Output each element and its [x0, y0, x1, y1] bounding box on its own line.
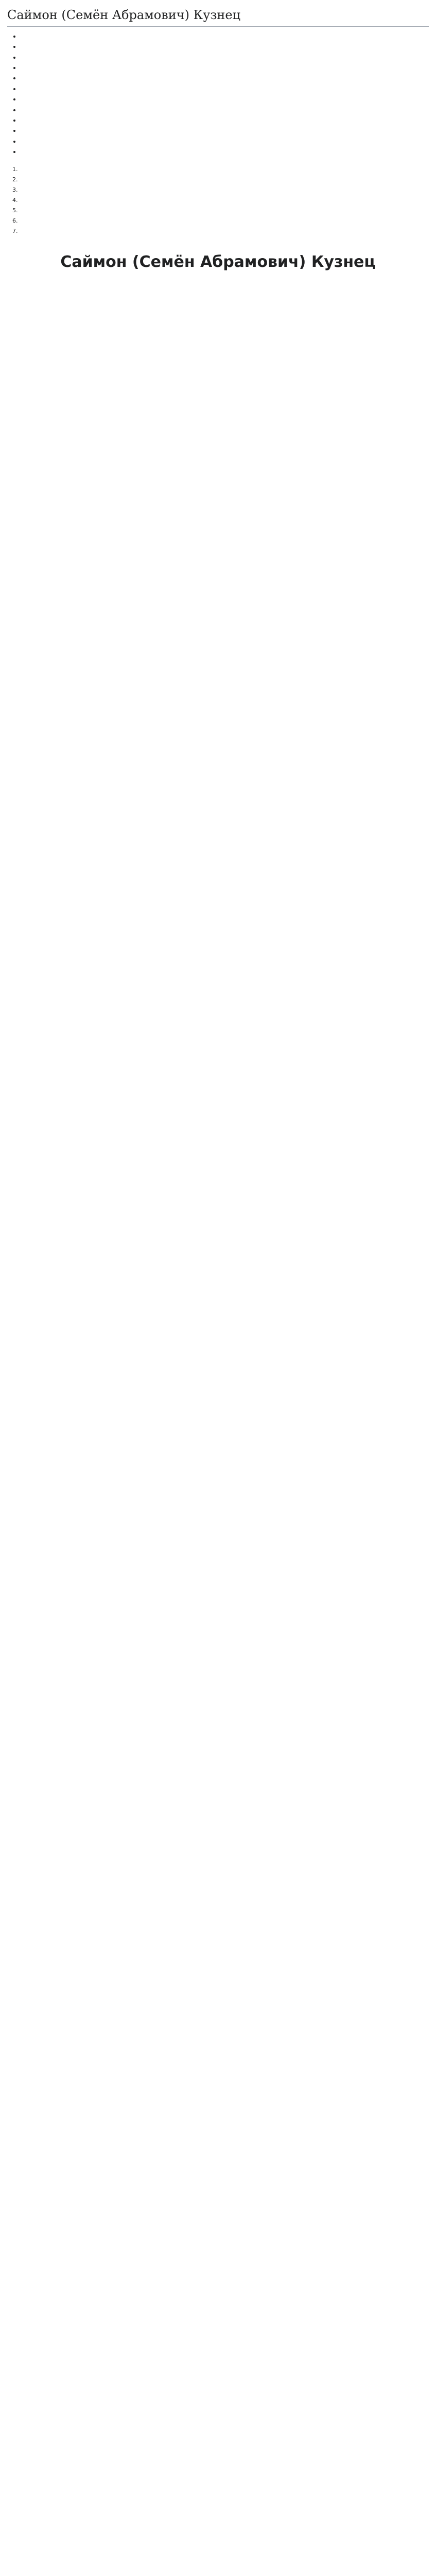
year-item: [21, 84, 429, 93]
footnote-item: [20, 176, 429, 184]
article-page: [0, 0, 436, 274]
year-item: [21, 116, 429, 125]
year-item: [21, 53, 429, 62]
footnote-item: [20, 165, 429, 174]
article-title: Саймон (Семён Абрамович) Кузнец: [7, 6, 429, 27]
year-item: [21, 137, 429, 146]
year-item: [21, 126, 429, 135]
year-item: [21, 147, 429, 156]
year-item: [21, 63, 429, 72]
year-links: [7, 32, 429, 157]
footnote-item: [20, 207, 429, 215]
footnotes: [7, 165, 429, 235]
year-item: [21, 95, 429, 104]
footnote-item: [20, 217, 429, 225]
bottom-title: Саймон (Семён Абрамович) Кузнец: [60, 253, 376, 272]
footnote-item: [20, 196, 429, 205]
year-item: [21, 74, 429, 82]
footnotes-list: [7, 165, 429, 235]
year-item: [21, 42, 429, 51]
footnote-item: [20, 186, 429, 194]
year-item: [21, 32, 429, 41]
year-item: [21, 106, 429, 114]
footnote-item: [20, 227, 429, 235]
